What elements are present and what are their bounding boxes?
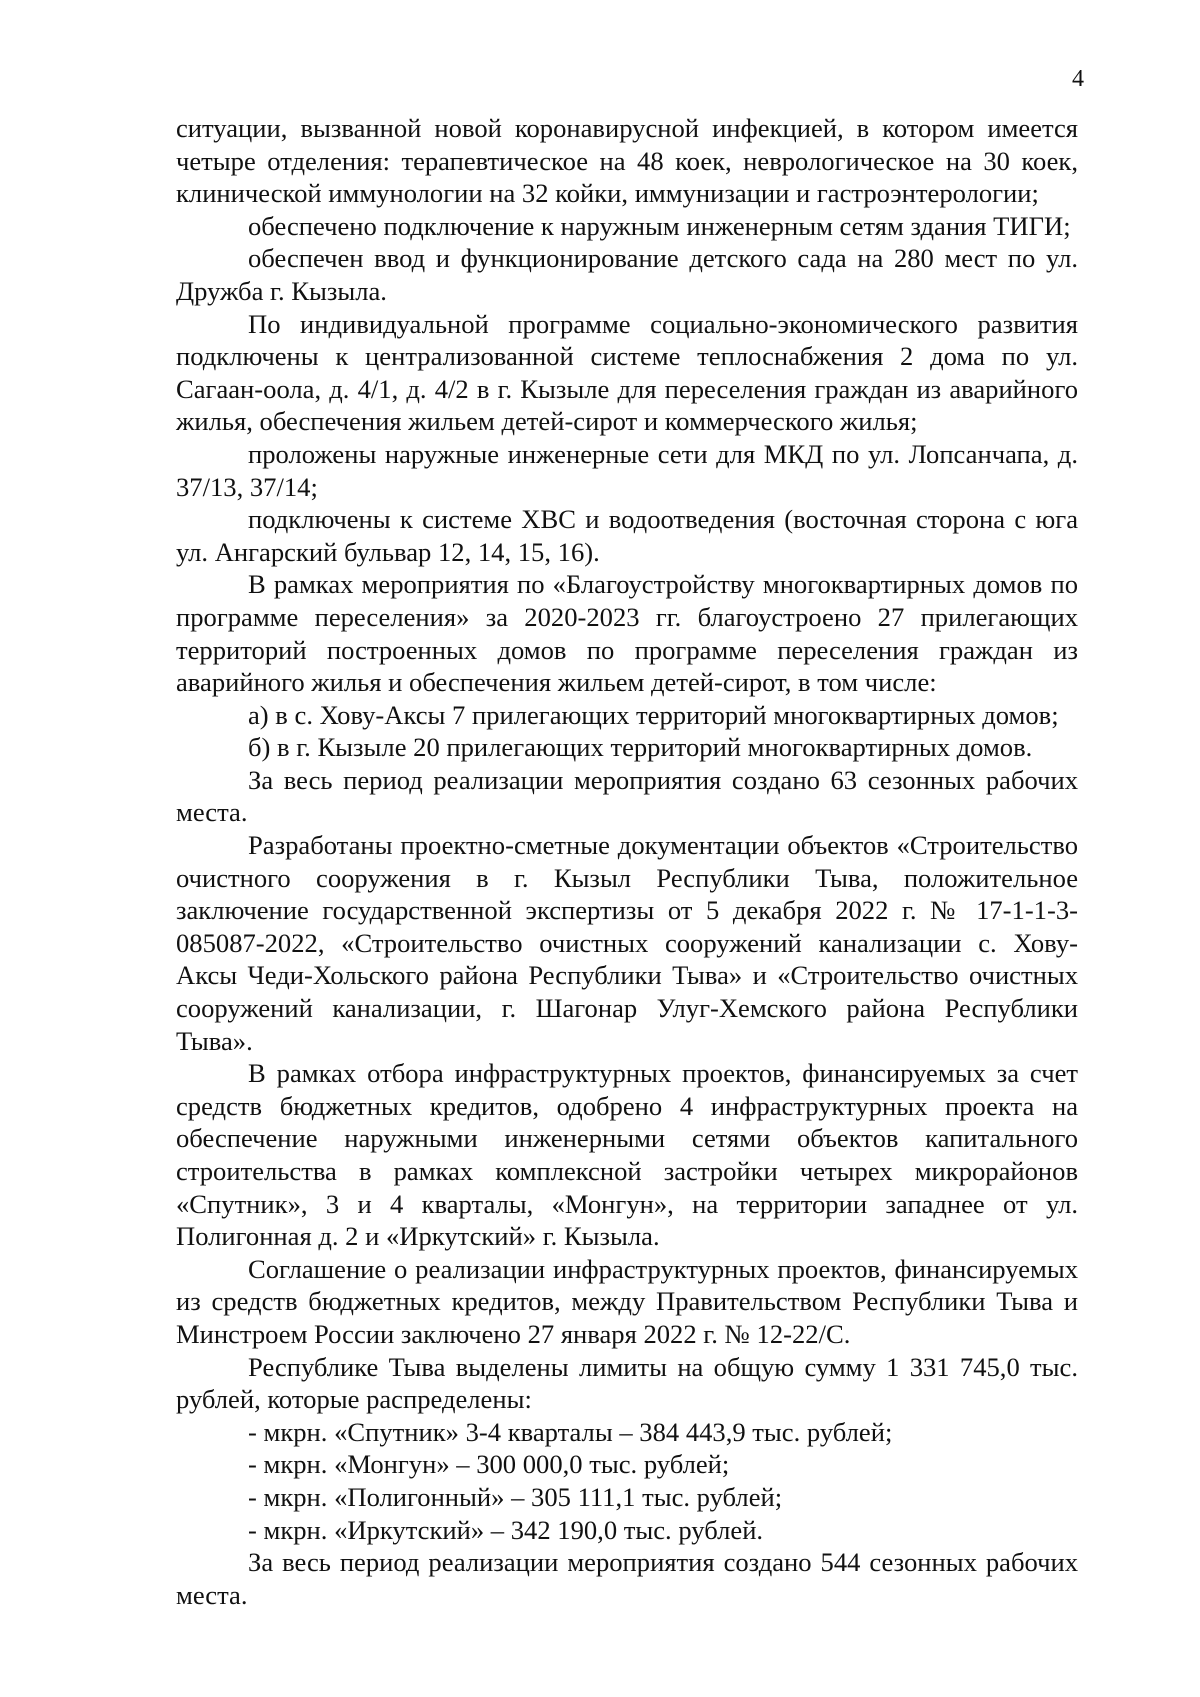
paragraph: В рамках отбора инфраструктурных проектов, финансируемых за счет средств бюджетных кредитов, одобрено 4 инфраструктурных проекта на обеспечение наружными инженерными сетями объектов капитального строительства в рамках комплексной застройки четырех микрорайонов «Спутник», 3 и 4 кварталы, «Монгун», на территории западнее от ул. Полигонная д. 2 и «Иркутский» г. Кызыла. (176, 1058, 1078, 1252)
paragraph: За весь период реализации мероприятия создано 63 сезонных рабочих места. (176, 764, 1078, 828)
paragraph: б) в г. Кызыле 20 прилегающих территорий многоквартирных домов. (248, 732, 1033, 763)
document-body (176, 112, 1078, 1611)
paragraph: - мкрн. «Спутник» 3-4 кварталы – 384 443,9 тыс. рублей; (248, 1416, 893, 1447)
page-number: 4 (1072, 66, 1084, 92)
paragraph: - мкрн. «Полигонный» – 305 111,1 тыс. рублей; (248, 1481, 783, 1512)
paragraph: За весь период реализации мероприятия создано 544 сезонных рабочих места. (176, 1547, 1078, 1610)
paragraph: В рамках мероприятия по «Благоустройству многоквартирных домов по программе переселения» за 2020-2023 гг. благоустроено 27 прилегающих территорий построенных домов по программе переселения граждан из аварийного жилья и обеспечения жильем детей-сирот, в том числе: (176, 569, 1078, 698)
paragraph: подключены к системе ХВС и водоотведения (восточная сторона с юга ул. Ангарский бульвар 12, 14, 15, 16). (176, 504, 1078, 567)
paragraph: ситуации, вызванной новой коронавирусной инфекцией, в котором имеется четыре отделения: терапевтическое на 48 коек, неврологическое на 30 коек, клинической иммунологии на 32 койки, иммунизации и гастроэнтерологии; (176, 113, 1078, 209)
paragraph: обеспечен ввод и функционирование детского сада на 280 мест по ул. Дружба г. Кызыла. (176, 243, 1078, 306)
paragraph: - мкрн. «Иркутский» – 342 190,0 тыс. рублей. (248, 1514, 764, 1545)
paragraph: обеспечено подключение к наружным инженерным сетям здания ТИГИ; (248, 210, 1071, 241)
paragraph: Республике Тыва выделены лимиты на общую сумму 1 331 745,0 тыс. рублей, которые распределены: (176, 1351, 1078, 1415)
paragraph: а) в с. Хову-Аксы 7 прилегающих территорий многоквартирных домов; (248, 699, 1059, 730)
paragraph: проложены наружные инженерные сети для МКД по ул. Лопсанчапа, д. 37/13, 37/14; (176, 438, 1078, 502)
paragraph: Разработаны проектно-сметные документации объектов «Строительство очистного сооружения в г. Кызыл Республики Тыва, положительное заключение государственной экспертизы от 5 декабря 2022 г. № 17-1-1-3-085087-2022, «Строительство очистных сооружений канализации с. Хову-Аксы Чеди-Хольского района Республики Тыва» и «Строительство очистных сооружений канализации, г. Шагонар Улуг-Хемского района Республики Тыва». (176, 830, 1078, 1056)
paragraph: Соглашение о реализации инфраструктурных проектов, финансируемых из средств бюджетных кредитов, между Правительством Республики Тыва и Минстроем России заключено 27 января 2022 г. № 12-22/С. (176, 1253, 1078, 1349)
paragraph: По индивидуальной программе социально-экономического развития подключены к централизованной системе теплоснабжения 2 дома по ул. Сагаан-оола, д. 4/1, д. 4/2 в г. Кызыле для переселения граждан из аварийного жилья, обеспечения жильем детей-сирот и коммерческого жилья; (176, 308, 1078, 437)
paragraph: - мкрн. «Монгун» – 300 000,0 тыс. рублей; (248, 1449, 730, 1480)
